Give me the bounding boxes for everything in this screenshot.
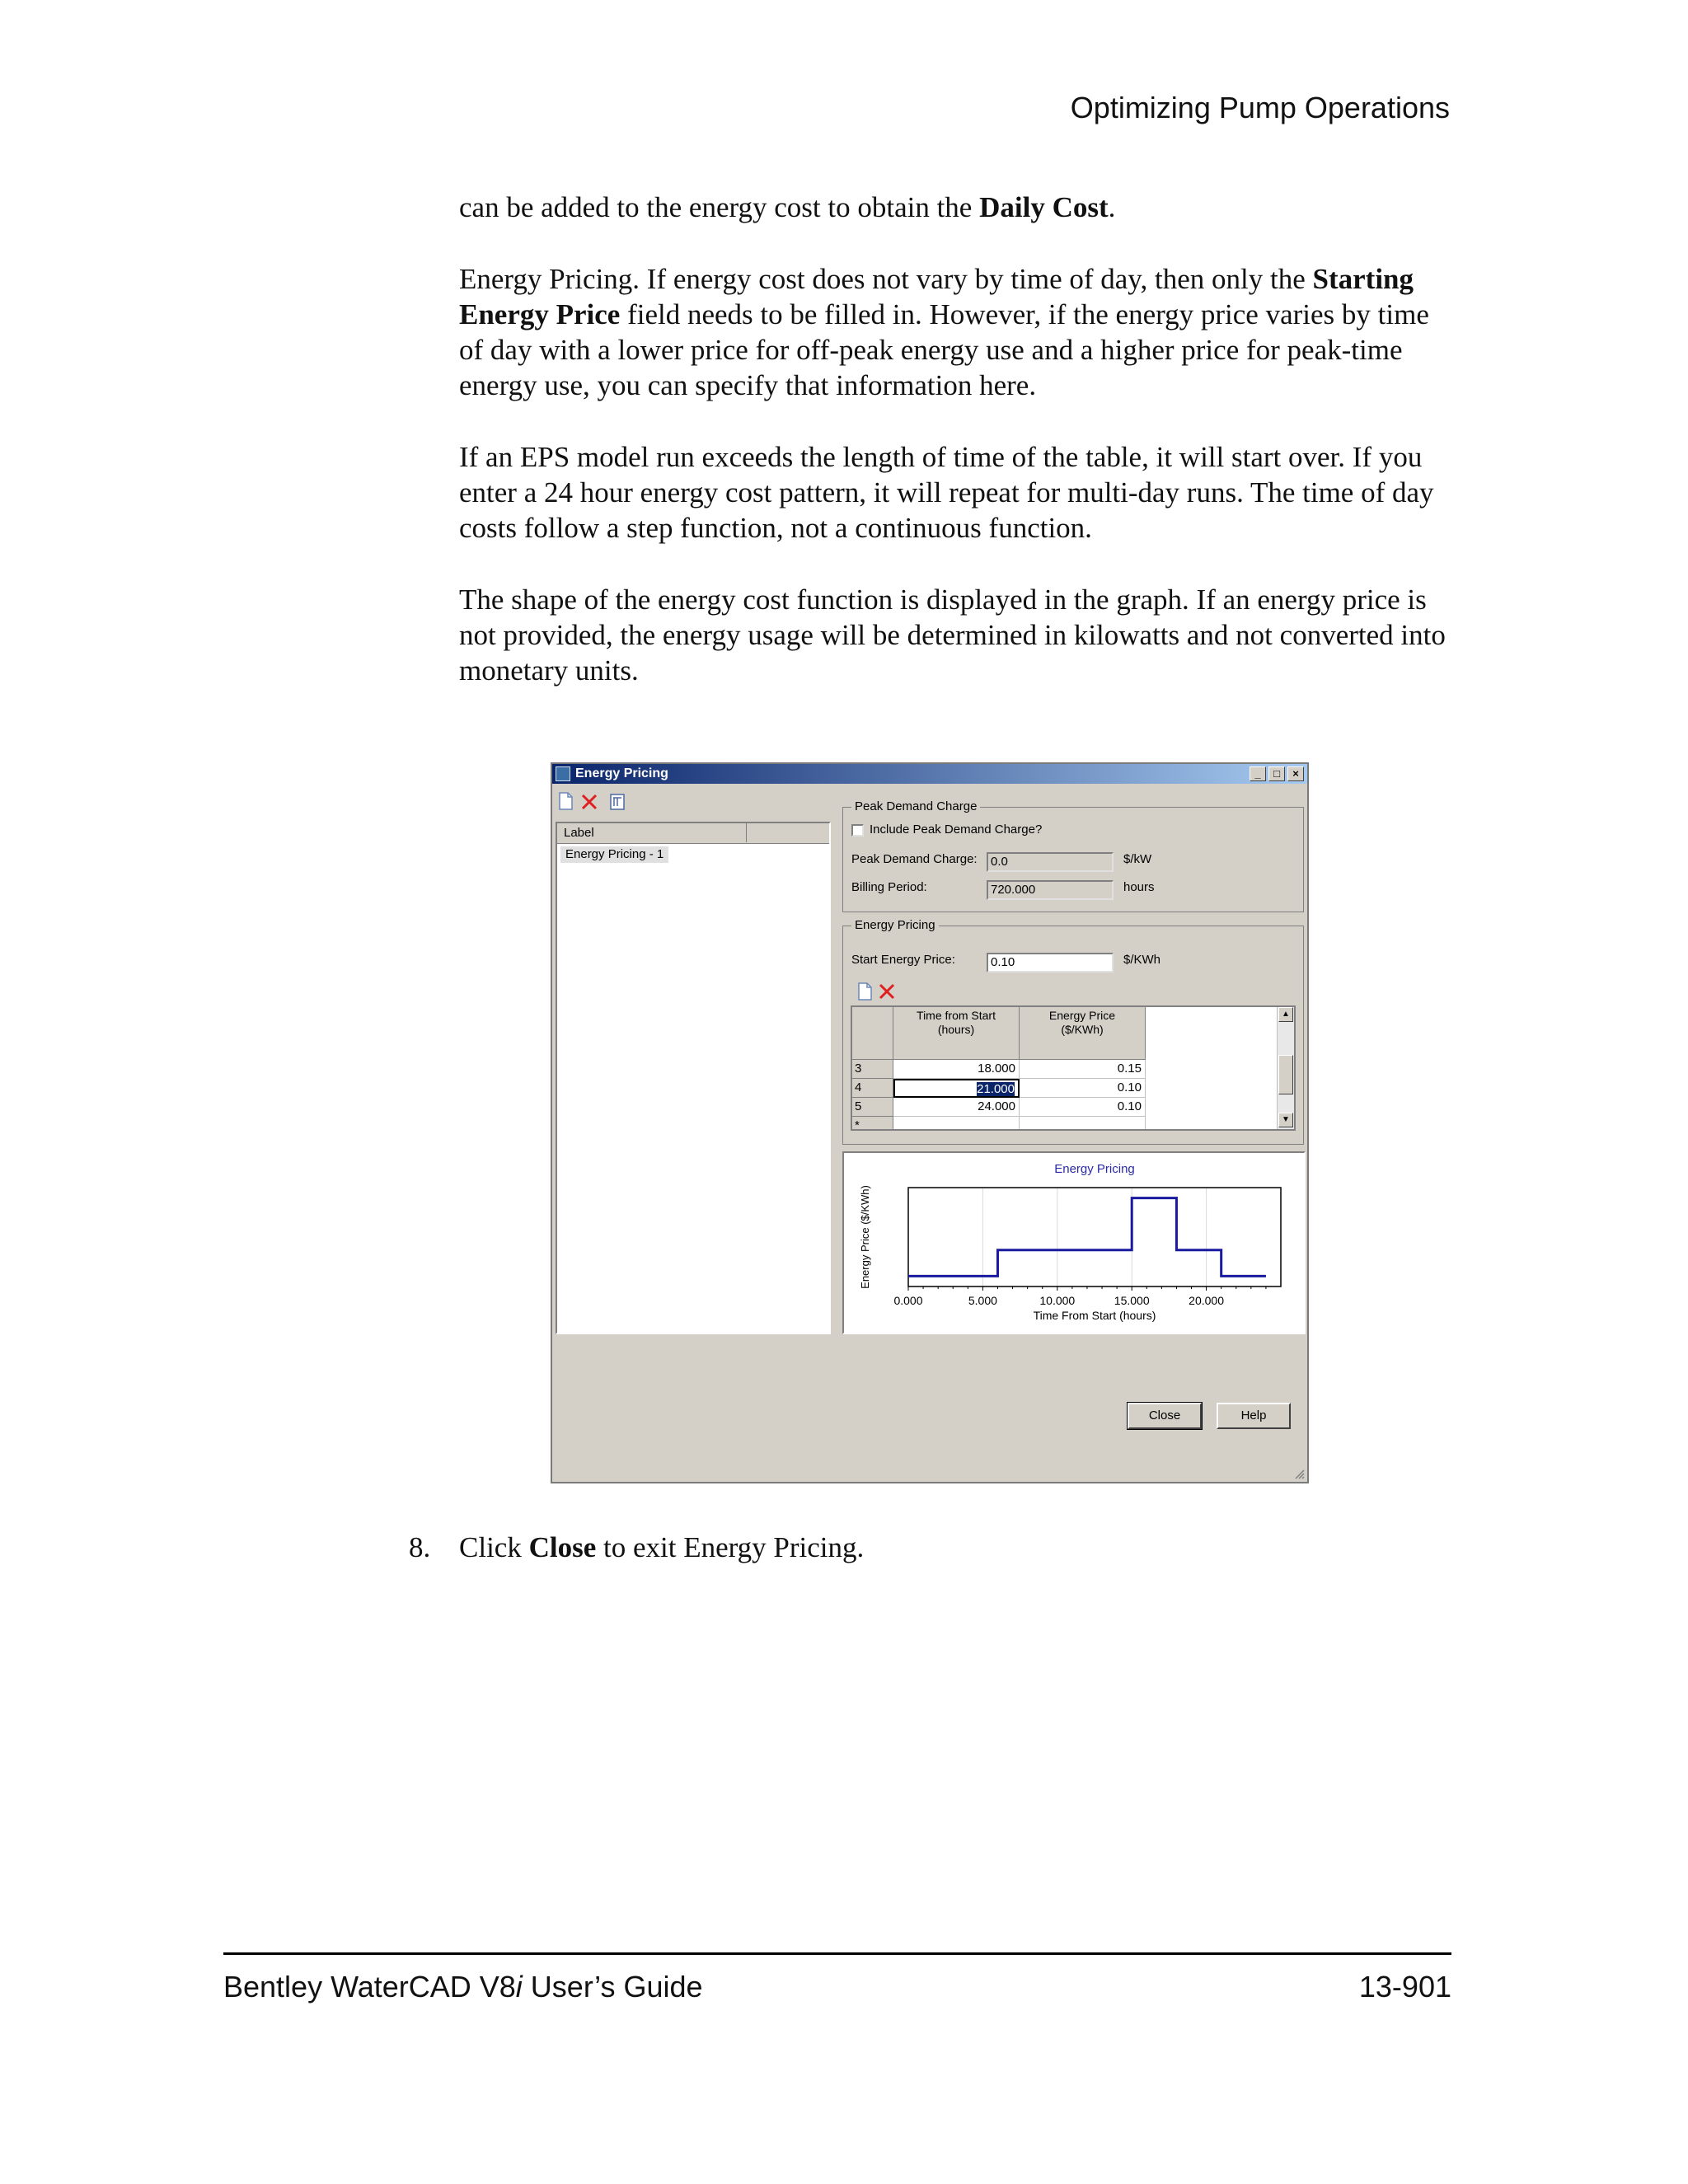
text-run: . bbox=[1108, 191, 1116, 223]
list-item[interactable]: Energy Pricing - 1 bbox=[560, 846, 668, 863]
bold-term: Daily Cost bbox=[979, 191, 1109, 223]
x-tick-label: 20.000 bbox=[1189, 1294, 1225, 1307]
x-axis-label: Time From Start (hours) bbox=[1033, 1309, 1156, 1322]
paragraph-eps-run: If an EPS model run exceeds the length of time of the table, it will start over. If you enter a 24 hour energy cost pattern, it will repeat for multi-day runs. The time of day costs follow a step function, not a continuous function. bbox=[459, 441, 1434, 544]
help-button[interactable]: Help bbox=[1217, 1403, 1291, 1429]
text-run: to exit Energy Pricing. bbox=[596, 1531, 865, 1563]
paragraph-daily-cost bbox=[459, 190, 1456, 225]
group-title: Energy Pricing bbox=[851, 918, 939, 933]
header-line: (hours) bbox=[937, 1023, 975, 1036]
add-row-icon[interactable] bbox=[856, 982, 873, 1001]
app-icon bbox=[556, 766, 570, 781]
start-energy-price-field[interactable]: 0.10 bbox=[987, 953, 1114, 972]
table-new-row[interactable] bbox=[852, 1117, 1146, 1131]
pricing-list[interactable] bbox=[556, 822, 831, 1334]
footer-rule bbox=[223, 1952, 1451, 1955]
selected-value: 21.000 bbox=[977, 1082, 1015, 1096]
minimize-icon[interactable]: _ bbox=[1250, 766, 1266, 781]
scroll-down-icon[interactable]: ▼ bbox=[1278, 1113, 1293, 1127]
time-cell[interactable] bbox=[893, 1117, 1020, 1131]
table-scrollbar[interactable] bbox=[1277, 1007, 1294, 1129]
close-icon[interactable]: × bbox=[1287, 766, 1304, 781]
time-cell[interactable]: 24.000 bbox=[893, 1098, 1020, 1117]
header-line: ($/KWh) bbox=[1061, 1023, 1104, 1036]
x-tick-label: 15.000 bbox=[1114, 1294, 1150, 1307]
dialog-titlebar bbox=[552, 764, 1307, 784]
billing-period-unit: hours bbox=[1123, 880, 1155, 894]
step-8 bbox=[409, 1530, 864, 1565]
peak-demand-charge-unit: $/kW bbox=[1123, 852, 1152, 866]
table-row[interactable] bbox=[852, 1098, 1146, 1117]
energy-price-table[interactable] bbox=[851, 1005, 1296, 1131]
header-line: Energy Price bbox=[1048, 1009, 1116, 1022]
text-run: can be added to the energy cost to obtain the bbox=[459, 191, 980, 223]
x-tick-label: 0.000 bbox=[893, 1294, 923, 1307]
paragraph-graph-shape: The shape of the energy cost function is displayed in the graph. If an energy price is not provided, the energy usage will be determined in kilowatts and not converted into monetary units. bbox=[459, 583, 1446, 687]
billing-period-field[interactable]: 720.000 bbox=[987, 880, 1114, 900]
plot-frame bbox=[908, 1188, 1281, 1286]
running-header: Optimizing Pump Operations bbox=[1070, 91, 1450, 124]
header-line: Time from Start bbox=[917, 1009, 996, 1022]
scroll-thumb[interactable] bbox=[1278, 1055, 1293, 1094]
step-number: 8. bbox=[409, 1531, 431, 1563]
price-cell[interactable]: 0.15 bbox=[1020, 1060, 1146, 1079]
resize-grip-icon[interactable] bbox=[1293, 1468, 1305, 1479]
text-run: User’s Guide bbox=[522, 1970, 703, 2004]
peak-demand-group bbox=[842, 799, 1304, 912]
row-number: 3 bbox=[852, 1060, 893, 1079]
group-title: Peak Demand Charge bbox=[851, 799, 980, 814]
x-tick-label: 10.000 bbox=[1039, 1294, 1076, 1307]
scroll-up-icon[interactable]: ▲ bbox=[1278, 1007, 1293, 1022]
rename-icon[interactable] bbox=[610, 794, 625, 810]
text-run: field needs to be filled in. However, if the energy price varies by time of day with a lower price for off-peak energy use and a higher price for peak-time energy use, you can specify that information here. bbox=[459, 298, 1429, 401]
start-energy-price-label: Start Energy Price: bbox=[851, 953, 955, 967]
close-button[interactable]: Close bbox=[1128, 1403, 1202, 1429]
text-run: Bentley WaterCAD V8 bbox=[223, 1970, 516, 2004]
new-row-marker: * bbox=[852, 1117, 893, 1131]
price-cell[interactable] bbox=[1020, 1117, 1146, 1131]
italic-run: i bbox=[515, 1970, 523, 2004]
bold-term: Starting Energy Price bbox=[459, 263, 1414, 330]
delete-icon[interactable] bbox=[580, 793, 598, 811]
list-column-label[interactable]: Label bbox=[557, 823, 747, 842]
billing-period-label: Billing Period: bbox=[851, 880, 927, 894]
paragraph-energy-pricing bbox=[459, 261, 1456, 403]
price-column-header[interactable] bbox=[1020, 1007, 1146, 1060]
time-cell[interactable]: 18.000 bbox=[893, 1060, 1020, 1079]
bold-term: Close bbox=[528, 1531, 597, 1563]
new-document-icon[interactable] bbox=[557, 792, 574, 810]
table-row[interactable] bbox=[852, 1079, 1146, 1098]
text-run: Click bbox=[459, 1531, 529, 1563]
maximize-icon[interactable]: □ bbox=[1268, 766, 1285, 781]
x-tick-label: 5.000 bbox=[968, 1294, 997, 1307]
row-header-corner bbox=[852, 1007, 893, 1060]
price-cell[interactable]: 0.10 bbox=[1020, 1098, 1146, 1117]
list-header bbox=[557, 823, 829, 844]
peak-demand-charge-field[interactable]: 0.0 bbox=[987, 852, 1114, 872]
energy-pricing-dialog bbox=[551, 762, 1309, 1483]
delete-row-icon[interactable] bbox=[878, 982, 896, 1001]
energy-pricing-chart-panel bbox=[842, 1151, 1306, 1334]
body-text bbox=[459, 190, 1456, 724]
table-row[interactable] bbox=[852, 1060, 1146, 1079]
row-number: 5 bbox=[852, 1098, 893, 1117]
chart-title: Energy Pricing bbox=[1054, 1162, 1135, 1176]
footer-page-number: 13-901 bbox=[1358, 1970, 1451, 2004]
peak-demand-charge-label: Peak Demand Charge: bbox=[851, 852, 978, 866]
text-run: Energy Pricing. If energy cost does not vary by time of day, then only the bbox=[459, 263, 1313, 295]
time-cell-selected[interactable] bbox=[893, 1079, 1020, 1098]
y-axis-label: Energy Price ($/KWh) bbox=[859, 1185, 871, 1289]
start-energy-price-unit: $/KWh bbox=[1123, 953, 1161, 967]
time-column-header[interactable] bbox=[893, 1007, 1020, 1060]
dialog-title: Energy Pricing bbox=[575, 766, 668, 780]
include-peak-demand-checkbox[interactable] bbox=[851, 824, 864, 837]
footer-book-title bbox=[223, 1970, 703, 2004]
row-number: 4 bbox=[852, 1079, 893, 1098]
energy-price-series-line bbox=[908, 1198, 1266, 1277]
checkbox-label: Include Peak Demand Charge? bbox=[870, 823, 1043, 837]
price-cell[interactable]: 0.10 bbox=[1020, 1079, 1146, 1098]
energy-pricing-chart bbox=[844, 1153, 1304, 1333]
